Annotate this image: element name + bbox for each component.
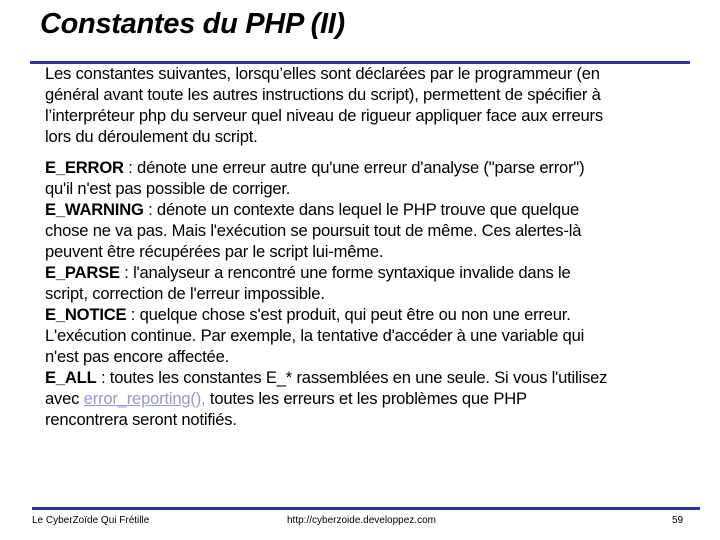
intro-line: général avant toute les autres instructions du script), permettent de spécifier à <box>45 85 601 104</box>
intro-line: Les constantes suivantes, lorsqu’elles sont déclarées par le programmeur (en <box>45 64 600 83</box>
constant-name: E_WARNING <box>45 200 144 219</box>
e-warning-item <box>45 199 705 220</box>
error-reporting-link[interactable]: error_reporting(), <box>83 389 206 408</box>
footer-author: Le CyberZoïde Qui Frétille <box>32 515 150 526</box>
intro-line: lors du déroulement du script. <box>45 127 258 146</box>
description: n'est pas encore affectée. <box>45 347 230 366</box>
e-notice-item <box>45 304 705 325</box>
text: avec <box>45 389 84 408</box>
slide-title: Constantes du PHP (II) <box>40 8 345 40</box>
e-parse-item <box>45 262 705 283</box>
description: : quelque chose s'est produit, qui peut être ou non une erreur. <box>126 305 571 324</box>
description <box>45 388 705 409</box>
description: : toutes les constantes E_* rassemblées en une seule. Si vous l'utilisez <box>96 368 608 387</box>
description: : l'analyseur a rencontré une forme syntaxique invalide dans le <box>119 263 571 282</box>
description: : dénote une erreur autre qu'une erreur d'analyse ("parse error") <box>123 158 585 177</box>
constant-name: E_PARSE <box>45 263 120 282</box>
description: : dénote un contexte dans lequel le PHP trouve que quelque <box>143 200 580 219</box>
description: script, correction de l'erreur impossible. <box>45 284 325 303</box>
description: chose ne va pas. Mais l'exécution se poursuit tout de même. Ces alertes-là <box>45 221 582 240</box>
description: rencontrera seront notifiés. <box>45 410 237 429</box>
description: L'exécution continue. Par exemple, la tentative d'accéder à une variable qui <box>45 326 585 345</box>
e-error-item <box>45 157 705 178</box>
intro-line: l’interpréteur php du serveur quel niveau de rigueur appliquer face aux erreurs <box>45 106 603 125</box>
footer-url: http://cyberzoide.developpez.com <box>287 515 436 526</box>
constant-name: E_NOTICE <box>45 305 127 324</box>
page-number: 59 <box>672 515 684 526</box>
constant-name: E_ERROR <box>45 158 124 177</box>
slide-body <box>45 63 705 430</box>
text: toutes les erreurs et les problèmes que PHP <box>205 389 527 408</box>
constant-name: E_ALL <box>45 368 97 387</box>
description: peuvent être récupérées par le script lui-même. <box>45 242 384 261</box>
e-all-item <box>45 367 705 388</box>
description: qu'il n'est pas possible de corriger. <box>45 179 291 198</box>
footer-rule <box>32 507 700 510</box>
